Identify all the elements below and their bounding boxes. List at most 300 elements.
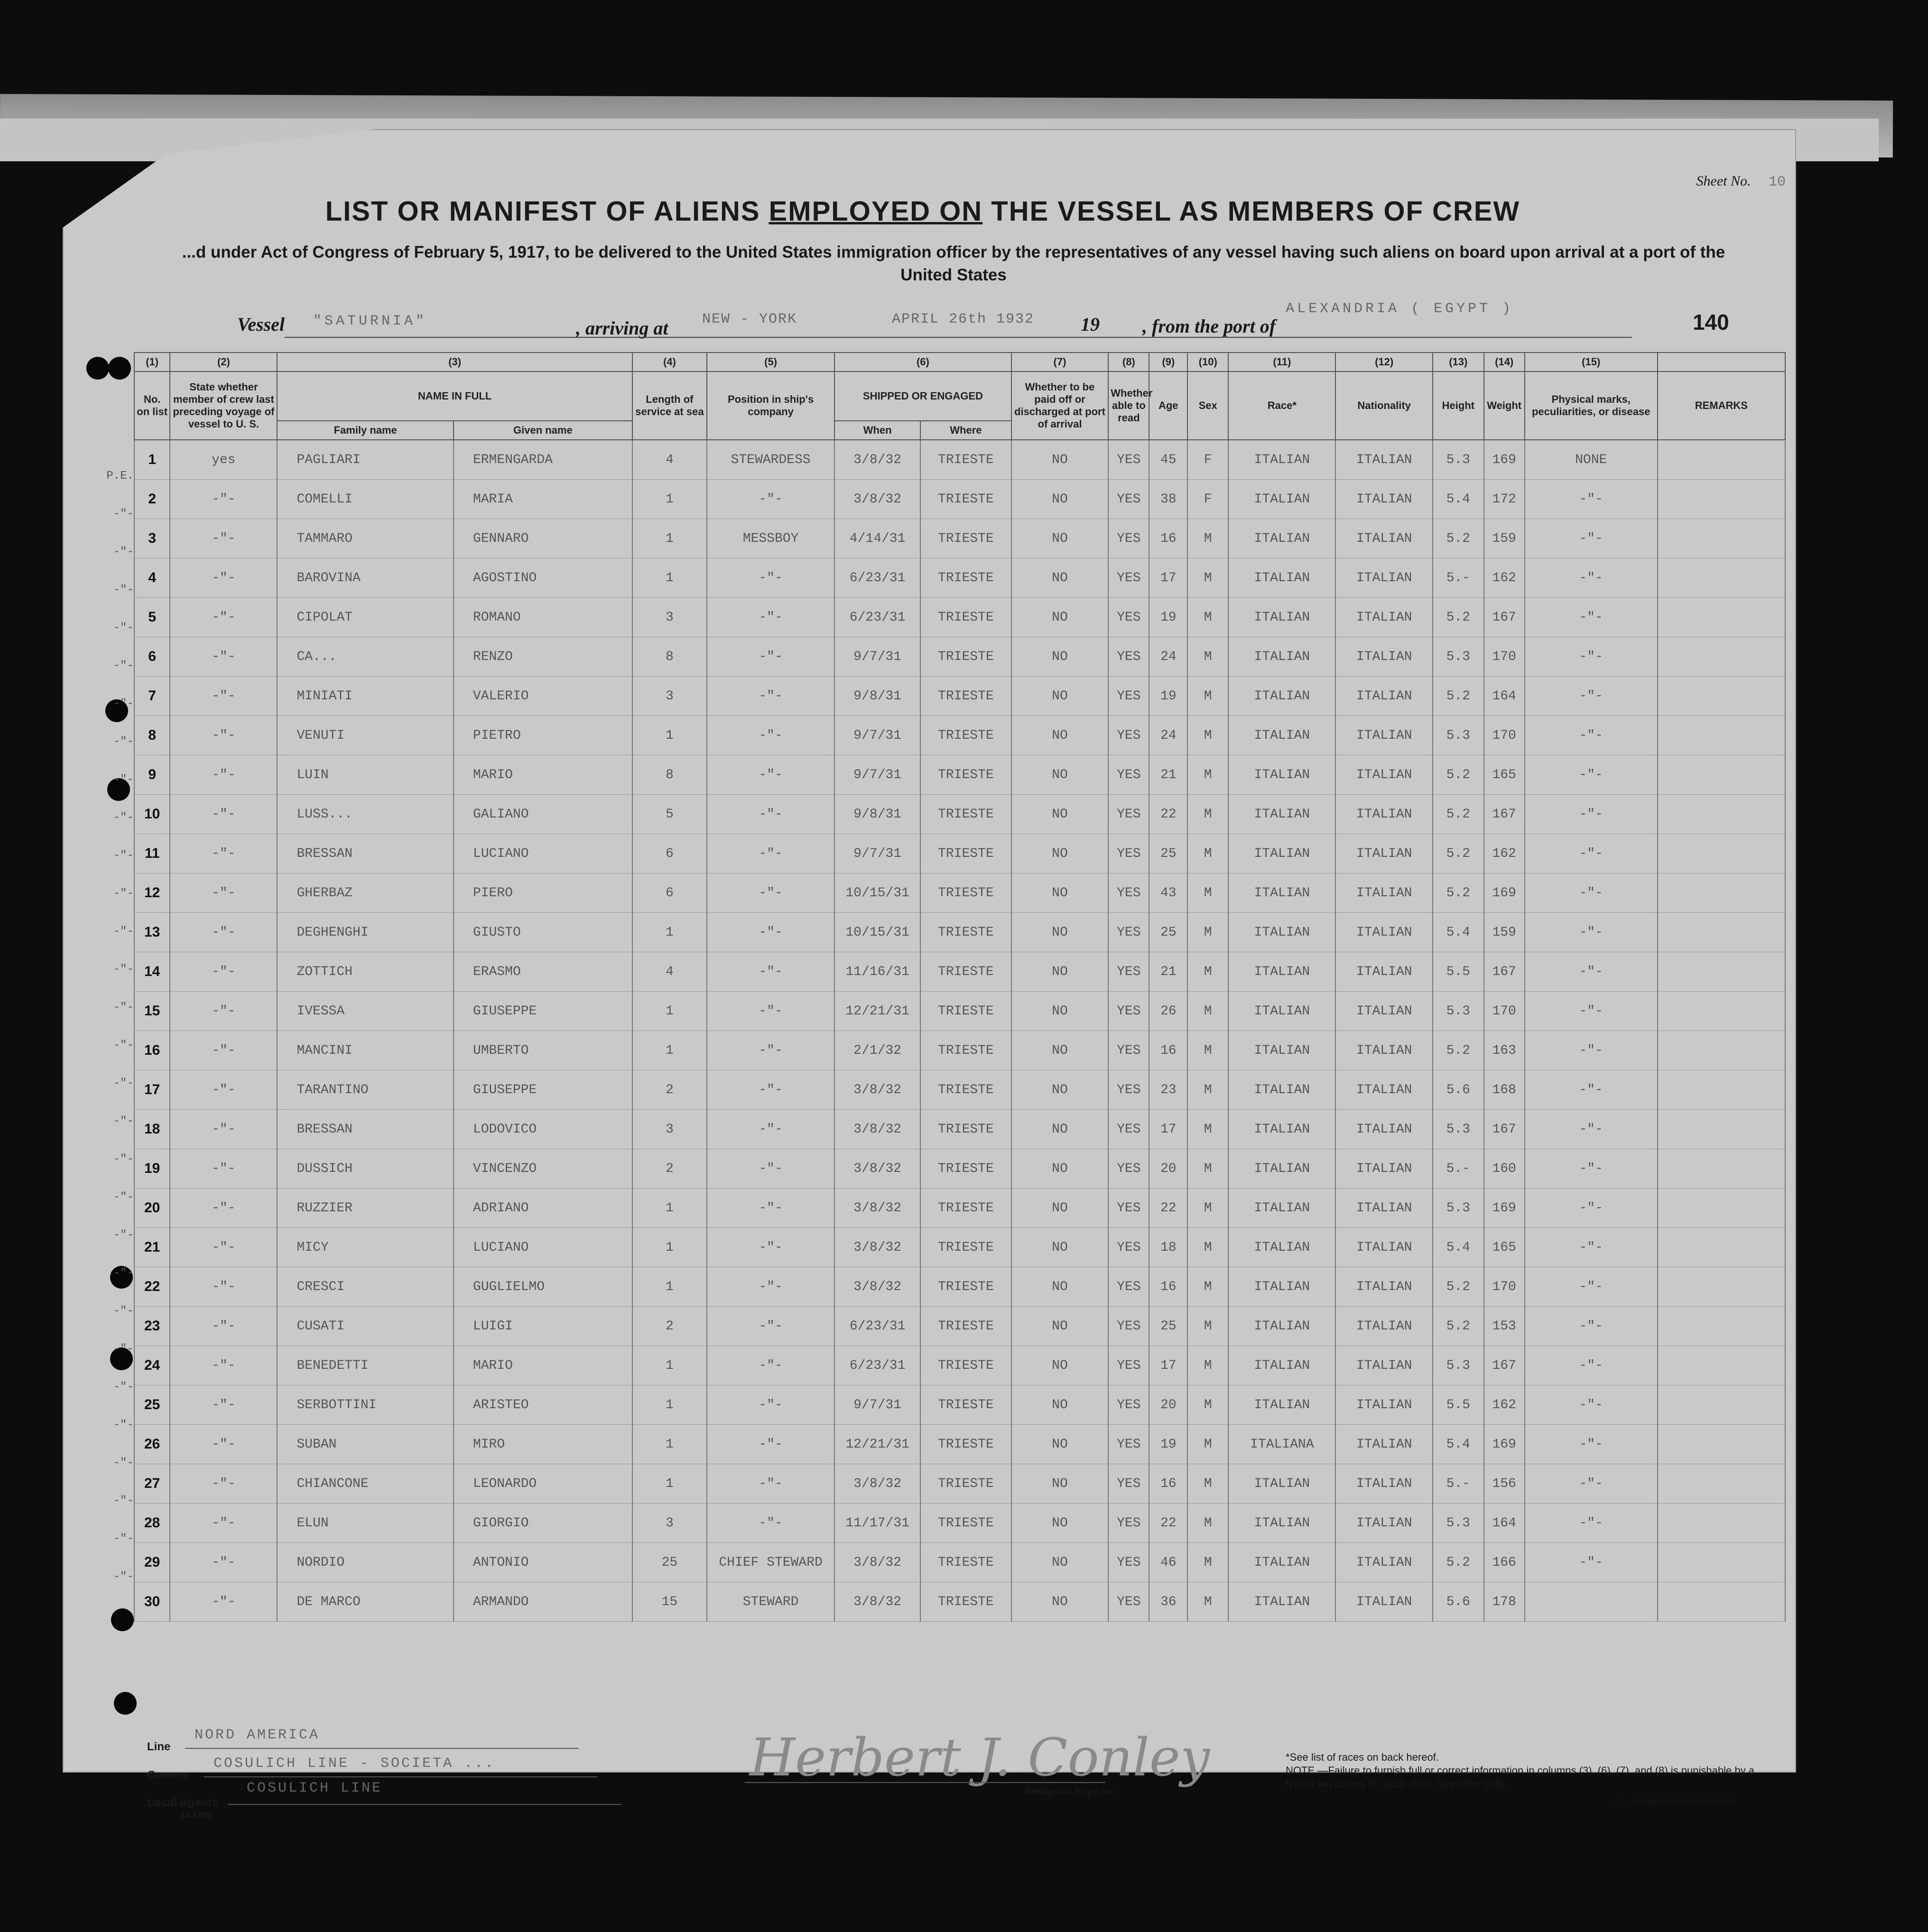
col-prev-voyage: State whether member of crew last preceding voyage of vessel to U. S.: [170, 372, 277, 440]
cell-remarks: [1658, 1110, 1785, 1149]
cell-n: 23: [134, 1307, 170, 1346]
cell-when: 4/14/31: [834, 519, 920, 558]
cell-position: -"-: [707, 1070, 834, 1110]
col-9-number: (9): [1149, 353, 1187, 372]
cell-given: VALERIO: [454, 677, 632, 716]
cell-age: 19: [1149, 677, 1187, 716]
cell-n: 11: [134, 834, 170, 873]
cell-weight: 169: [1484, 873, 1525, 913]
cell-weight: 159: [1484, 519, 1525, 558]
cell-position: STEWARDESS: [707, 440, 834, 480]
cell-where: TRIESTE: [920, 1346, 1011, 1385]
table-row: [134, 1110, 1785, 1149]
cell-service: 1: [632, 1189, 707, 1228]
cell-height: 5.3: [1433, 992, 1484, 1031]
cell-marks: -"-: [1525, 558, 1658, 598]
sheet-number: [1696, 173, 1786, 190]
cell-weight: 166: [1484, 1543, 1525, 1582]
cell-marks: -"-: [1525, 1307, 1658, 1346]
left-margin-mark: -"-: [113, 508, 134, 520]
sheet-number-value: 10: [1768, 174, 1786, 190]
cell-family: RUZZIER: [277, 1189, 453, 1228]
left-margin-mark: -"-: [113, 584, 134, 596]
cell-service: 8: [632, 637, 707, 677]
cell-sex: M: [1187, 1149, 1228, 1189]
cell-where: TRIESTE: [920, 480, 1011, 519]
cell-family: BAROVINA: [277, 558, 453, 598]
cell-position: -"-: [707, 1267, 834, 1307]
cell-age: 16: [1149, 519, 1187, 558]
cell-weight: 160: [1484, 1149, 1525, 1189]
cell-age: 43: [1149, 873, 1187, 913]
cell-read: YES: [1108, 558, 1149, 598]
cell-paid: NO: [1011, 755, 1109, 795]
cell-weight: 162: [1484, 1385, 1525, 1425]
table-row: [134, 1031, 1785, 1070]
cell-when: 6/23/31: [834, 1346, 920, 1385]
cell-position: -"-: [707, 1031, 834, 1070]
year-label: 19: [1081, 314, 1100, 335]
cell-paid: NO: [1011, 1425, 1109, 1464]
cell-paid: NO: [1011, 480, 1109, 519]
cell-marks: -"-: [1525, 1346, 1658, 1385]
cell-read: YES: [1108, 1425, 1149, 1464]
cell-position: -"-: [707, 1346, 834, 1385]
cell-family: ELUN: [277, 1504, 453, 1543]
table-row: [134, 1307, 1785, 1346]
cell-race: ITALIAN: [1228, 1070, 1335, 1110]
cell-nat: ITALIAN: [1335, 1149, 1433, 1189]
cell-age: 18: [1149, 1228, 1187, 1267]
cell-height: 5.3: [1433, 1110, 1484, 1149]
cell-given: ERMENGARDA: [454, 440, 632, 480]
cell-prev: -"-: [170, 992, 277, 1031]
cell-prev: -"-: [170, 1582, 277, 1622]
cell-when: 3/8/32: [834, 1582, 920, 1622]
cell-family: IVESSA: [277, 992, 453, 1031]
cell-sex: M: [1187, 795, 1228, 834]
cell-sex: M: [1187, 519, 1228, 558]
cell-given: ANTONIO: [454, 1543, 632, 1582]
cell-remarks: [1658, 480, 1785, 519]
cell-paid: NO: [1011, 558, 1109, 598]
table-row: [134, 1504, 1785, 1543]
cell-age: 36: [1149, 1582, 1187, 1622]
cell-height: 5.-: [1433, 1464, 1484, 1504]
cell-given: MARIA: [454, 480, 632, 519]
cell-service: 1: [632, 1464, 707, 1504]
cell-race: ITALIAN: [1228, 952, 1335, 992]
cell-sex: F: [1187, 440, 1228, 480]
cell-given: ROMANO: [454, 598, 632, 637]
agents-label: Local Agents: [147, 1796, 218, 1809]
cell-marks: -"-: [1525, 1385, 1658, 1425]
races-note: *See list of races on back hereof.: [1286, 1751, 1439, 1763]
cell-nat: ITALIAN: [1335, 519, 1433, 558]
vessel-value: "SATURNIA": [313, 313, 427, 329]
cell-read: YES: [1108, 716, 1149, 755]
cell-sex: M: [1187, 1228, 1228, 1267]
cell-nat: ITALIAN: [1335, 677, 1433, 716]
cell-service: 3: [632, 1110, 707, 1149]
cell-prev: -"-: [170, 677, 277, 716]
cell-paid: NO: [1011, 1385, 1109, 1425]
left-margin-mark: -"-: [113, 1039, 134, 1052]
left-margin-mark: -"-: [113, 811, 134, 824]
cell-position: -"-: [707, 1110, 834, 1149]
cell-race: ITALIAN: [1228, 480, 1335, 519]
cell-position: -"-: [707, 480, 834, 519]
cell-when: 12/21/31: [834, 992, 920, 1031]
cell-position: CHIEF STEWARD: [707, 1543, 834, 1582]
cell-paid: NO: [1011, 873, 1109, 913]
owners-label: Owners: [147, 1769, 189, 1782]
cell-marks: -"-: [1525, 1504, 1658, 1543]
cell-race: ITALIAN: [1228, 1149, 1335, 1189]
col-10-number: (10): [1187, 353, 1228, 372]
cell-remarks: [1658, 1385, 1785, 1425]
cell-prev: -"-: [170, 558, 277, 598]
cell-height: 5.2: [1433, 598, 1484, 637]
header-row-labels: [134, 372, 1785, 421]
cell-remarks: [1658, 755, 1785, 795]
cell-n: 20: [134, 1189, 170, 1228]
cell-age: 26: [1149, 992, 1187, 1031]
cell-n: 2: [134, 480, 170, 519]
cell-weight: 170: [1484, 716, 1525, 755]
cell-where: TRIESTE: [920, 519, 1011, 558]
table-row: [134, 992, 1785, 1031]
cell-read: YES: [1108, 1228, 1149, 1267]
table-row: [134, 952, 1785, 992]
cell-race: ITALIAN: [1228, 1110, 1335, 1149]
cell-family: VENUTI: [277, 716, 453, 755]
table-row: [134, 1070, 1785, 1110]
cell-remarks: [1658, 677, 1785, 716]
cell-weight: 162: [1484, 834, 1525, 873]
cell-paid: NO: [1011, 1307, 1109, 1346]
table-row: [134, 873, 1785, 913]
table-row: [134, 755, 1785, 795]
cell-height: 5.4: [1433, 480, 1484, 519]
cell-paid: NO: [1011, 834, 1109, 873]
left-margin-mark: -"-: [113, 1153, 134, 1166]
cell-family: CA...: [277, 637, 453, 677]
cell-prev: -"-: [170, 1385, 277, 1425]
cell-where: TRIESTE: [920, 952, 1011, 992]
table-row: [134, 1267, 1785, 1307]
cell-prev: -"-: [170, 1070, 277, 1110]
cell-sex: M: [1187, 1504, 1228, 1543]
cell-weight: 164: [1484, 677, 1525, 716]
cell-service: 8: [632, 755, 707, 795]
cell-when: 3/8/32: [834, 1543, 920, 1582]
title-part: LIST OR MANIFEST OF ALIENS: [325, 196, 769, 227]
cell-service: 15: [632, 1582, 707, 1622]
vessel-label: Vessel: [237, 314, 285, 335]
col-shipped-engaged: SHIPPED OR ENGAGED: [834, 372, 1011, 421]
cell-prev: -"-: [170, 1307, 277, 1346]
cell-where: TRIESTE: [920, 1149, 1011, 1189]
left-margin-mark: -"-: [113, 1191, 134, 1204]
cell-where: TRIESTE: [920, 1543, 1011, 1582]
cell-read: YES: [1108, 1189, 1149, 1228]
cell-race: ITALIAN: [1228, 992, 1335, 1031]
cell-remarks: [1658, 1031, 1785, 1070]
cell-weight: 165: [1484, 755, 1525, 795]
col-14-number: (14): [1484, 353, 1525, 372]
cell-n: 3: [134, 519, 170, 558]
cell-where: TRIESTE: [920, 598, 1011, 637]
date-value: APRIL 26th 1932: [892, 311, 1035, 327]
cell-position: -"-: [707, 1425, 834, 1464]
cell-remarks: [1658, 1228, 1785, 1267]
punch-hole: [111, 1608, 134, 1631]
cell-marks: -"-: [1525, 913, 1658, 952]
cell-remarks: [1658, 1346, 1785, 1385]
cell-service: 2: [632, 1149, 707, 1189]
cell-read: YES: [1108, 519, 1149, 558]
cell-sex: M: [1187, 558, 1228, 598]
cell-n: 9: [134, 755, 170, 795]
left-margin-mark: -"-: [113, 963, 134, 976]
cell-n: 7: [134, 677, 170, 716]
cell-paid: NO: [1011, 992, 1109, 1031]
cell-sex: M: [1187, 755, 1228, 795]
table-body: [134, 440, 1785, 1622]
cell-family: TAMMARO: [277, 519, 453, 558]
cell-weight: 153: [1484, 1307, 1525, 1346]
cell-prev: -"-: [170, 1189, 277, 1228]
col-15-number: (15): [1525, 353, 1658, 372]
cell-sex: M: [1187, 677, 1228, 716]
left-margin-mark: -"-: [113, 773, 134, 786]
cell-where: TRIESTE: [920, 1228, 1011, 1267]
cell-prev: -"-: [170, 519, 277, 558]
cell-race: ITALIANA: [1228, 1425, 1335, 1464]
cell-marks: -"-: [1525, 1149, 1658, 1189]
left-margin-mark: -"-: [113, 1001, 134, 1014]
cell-sex: M: [1187, 1582, 1228, 1622]
inspector-label: Immigrant Inspector.: [1025, 1785, 1117, 1797]
cell-height: 5.6: [1433, 1582, 1484, 1622]
cell-read: YES: [1108, 1464, 1149, 1504]
cell-position: STEWARD: [707, 1582, 834, 1622]
cell-n: 21: [134, 1228, 170, 1267]
cell-read: YES: [1108, 755, 1149, 795]
cell-position: -"-: [707, 952, 834, 992]
vessel-line-rule: [285, 337, 1632, 338]
cell-n: 12: [134, 873, 170, 913]
cell-marks: NONE: [1525, 440, 1658, 480]
cell-position: -"-: [707, 834, 834, 873]
col-7-number: (7): [1011, 353, 1109, 372]
cell-age: 24: [1149, 716, 1187, 755]
cell-height: 5.2: [1433, 519, 1484, 558]
line-value: NORD AMERICA: [195, 1727, 320, 1743]
col-paid-off: Whether to be paid off or discharged at port of arrival: [1011, 372, 1109, 440]
cell-age: 46: [1149, 1543, 1187, 1582]
cell-age: 17: [1149, 1346, 1187, 1385]
cell-given: AGOSTINO: [454, 558, 632, 598]
cell-remarks: [1658, 1504, 1785, 1543]
cell-weight: 172: [1484, 480, 1525, 519]
arriving-value: NEW - YORK: [702, 311, 797, 327]
cell-service: 6: [632, 873, 707, 913]
cell-remarks: [1658, 637, 1785, 677]
line-label: Line: [147, 1740, 171, 1753]
cell-prev: -"-: [170, 637, 277, 677]
cell-race: ITALIAN: [1228, 1267, 1335, 1307]
cell-weight: 162: [1484, 558, 1525, 598]
col-family-name: Family name: [277, 421, 453, 440]
cell-weight: 178: [1484, 1582, 1525, 1622]
col-3-number: (3): [277, 353, 632, 372]
cell-age: 38: [1149, 480, 1187, 519]
cell-family: DUSSICH: [277, 1149, 453, 1189]
cell-when: 9/7/31: [834, 716, 920, 755]
cell-n: 10: [134, 795, 170, 834]
cell-remarks: [1658, 795, 1785, 834]
table-row: [134, 834, 1785, 873]
cell-sex: M: [1187, 1385, 1228, 1425]
cell-given: GIORGIO: [454, 1504, 632, 1543]
cell-height: 5.2: [1433, 1031, 1484, 1070]
cell-height: 5.5: [1433, 952, 1484, 992]
cell-sex: M: [1187, 992, 1228, 1031]
cell-family: BRESSAN: [277, 834, 453, 873]
cell-given: MARIO: [454, 1346, 632, 1385]
cell-marks: -"-: [1525, 716, 1658, 755]
col-sex: Sex: [1187, 372, 1228, 440]
cell-where: TRIESTE: [920, 1425, 1011, 1464]
cell-when: 9/8/31: [834, 795, 920, 834]
cell-race: ITALIAN: [1228, 716, 1335, 755]
cell-service: 6: [632, 834, 707, 873]
cell-age: 45: [1149, 440, 1187, 480]
cell-family: LUSS...: [277, 795, 453, 834]
cell-marks: -"-: [1525, 873, 1658, 913]
cell-sex: M: [1187, 1346, 1228, 1385]
cell-race: ITALIAN: [1228, 1307, 1335, 1346]
cell-marks: -"-: [1525, 480, 1658, 519]
cell-service: 1: [632, 480, 707, 519]
cell-marks: -"-: [1525, 1189, 1658, 1228]
punch-hole: [86, 357, 109, 380]
cell-sex: M: [1187, 716, 1228, 755]
cell-prev: -"-: [170, 952, 277, 992]
cell-prev: -"-: [170, 1031, 277, 1070]
cell-sex: M: [1187, 913, 1228, 952]
cell-nat: ITALIAN: [1335, 480, 1433, 519]
cell-sex: M: [1187, 1425, 1228, 1464]
cell-race: ITALIAN: [1228, 519, 1335, 558]
cell-paid: NO: [1011, 1504, 1109, 1543]
cell-given: LUCIANO: [454, 1228, 632, 1267]
cell-prev: -"-: [170, 873, 277, 913]
cell-n: 27: [134, 1464, 170, 1504]
cell-weight: 168: [1484, 1070, 1525, 1110]
cell-weight: 165: [1484, 1228, 1525, 1267]
cell-when: 6/23/31: [834, 558, 920, 598]
cell-read: YES: [1108, 1385, 1149, 1425]
form-code: 14-1240: [180, 1811, 212, 1820]
page-title: [266, 195, 1580, 227]
cell-sex: M: [1187, 637, 1228, 677]
cell-family: NORDIO: [277, 1543, 453, 1582]
cell-service: 3: [632, 1504, 707, 1543]
cell-service: 5: [632, 795, 707, 834]
cell-marks: -"-: [1525, 1031, 1658, 1070]
col-name-in-full: NAME IN FULL: [277, 372, 632, 421]
cell-service: 1: [632, 913, 707, 952]
cell-position: -"-: [707, 1189, 834, 1228]
cell-given: GIUSEPPE: [454, 992, 632, 1031]
cell-remarks: [1658, 1070, 1785, 1110]
cell-service: 3: [632, 598, 707, 637]
cell-where: TRIESTE: [920, 677, 1011, 716]
cell-where: TRIESTE: [920, 1070, 1011, 1110]
cell-where: TRIESTE: [920, 992, 1011, 1031]
cell-nat: ITALIAN: [1335, 1031, 1433, 1070]
cell-family: MICY: [277, 1228, 453, 1267]
cell-read: YES: [1108, 1582, 1149, 1622]
table-row: [134, 480, 1785, 519]
cell-service: 3: [632, 677, 707, 716]
cell-weight: 170: [1484, 1267, 1525, 1307]
cell-where: TRIESTE: [920, 716, 1011, 755]
col-12-number: (12): [1335, 353, 1433, 372]
cell-paid: NO: [1011, 1110, 1109, 1149]
cell-remarks: [1658, 992, 1785, 1031]
cell-paid: NO: [1011, 519, 1109, 558]
col-height: Height: [1433, 372, 1484, 440]
cell-n: 16: [134, 1031, 170, 1070]
cell-when: 9/7/31: [834, 755, 920, 795]
cell-family: PAGLIARI: [277, 440, 453, 480]
cell-read: YES: [1108, 834, 1149, 873]
title-underlined: EMPLOYED ON: [769, 196, 983, 227]
cell-paid: NO: [1011, 637, 1109, 677]
cell-remarks: [1658, 1267, 1785, 1307]
cell-marks: -"-: [1525, 677, 1658, 716]
cell-when: 2/1/32: [834, 1031, 920, 1070]
cell-nat: ITALIAN: [1335, 1110, 1433, 1149]
cell-position: -"-: [707, 637, 834, 677]
col-age: Age: [1149, 372, 1187, 440]
cell-age: 25: [1149, 834, 1187, 873]
cell-age: 25: [1149, 913, 1187, 952]
cell-read: YES: [1108, 480, 1149, 519]
cell-prev: yes: [170, 440, 277, 480]
cell-weight: 170: [1484, 637, 1525, 677]
cell-family: ZOTTICH: [277, 952, 453, 992]
cell-paid: NO: [1011, 1543, 1109, 1582]
cell-nat: ITALIAN: [1335, 1504, 1433, 1543]
cell-nat: ITALIAN: [1335, 1582, 1433, 1622]
cell-weight: 169: [1484, 1189, 1525, 1228]
cell-sex: M: [1187, 598, 1228, 637]
left-margin-mark: -"-: [113, 697, 134, 710]
cell-nat: ITALIAN: [1335, 1346, 1433, 1385]
cell-given: GALIANO: [454, 795, 632, 834]
col-13-number: (13): [1433, 353, 1484, 372]
cell-service: 1: [632, 1031, 707, 1070]
agents-rule: [228, 1804, 621, 1805]
cell-weight: 167: [1484, 1110, 1525, 1149]
cell-where: TRIESTE: [920, 873, 1011, 913]
cell-service: 2: [632, 1070, 707, 1110]
